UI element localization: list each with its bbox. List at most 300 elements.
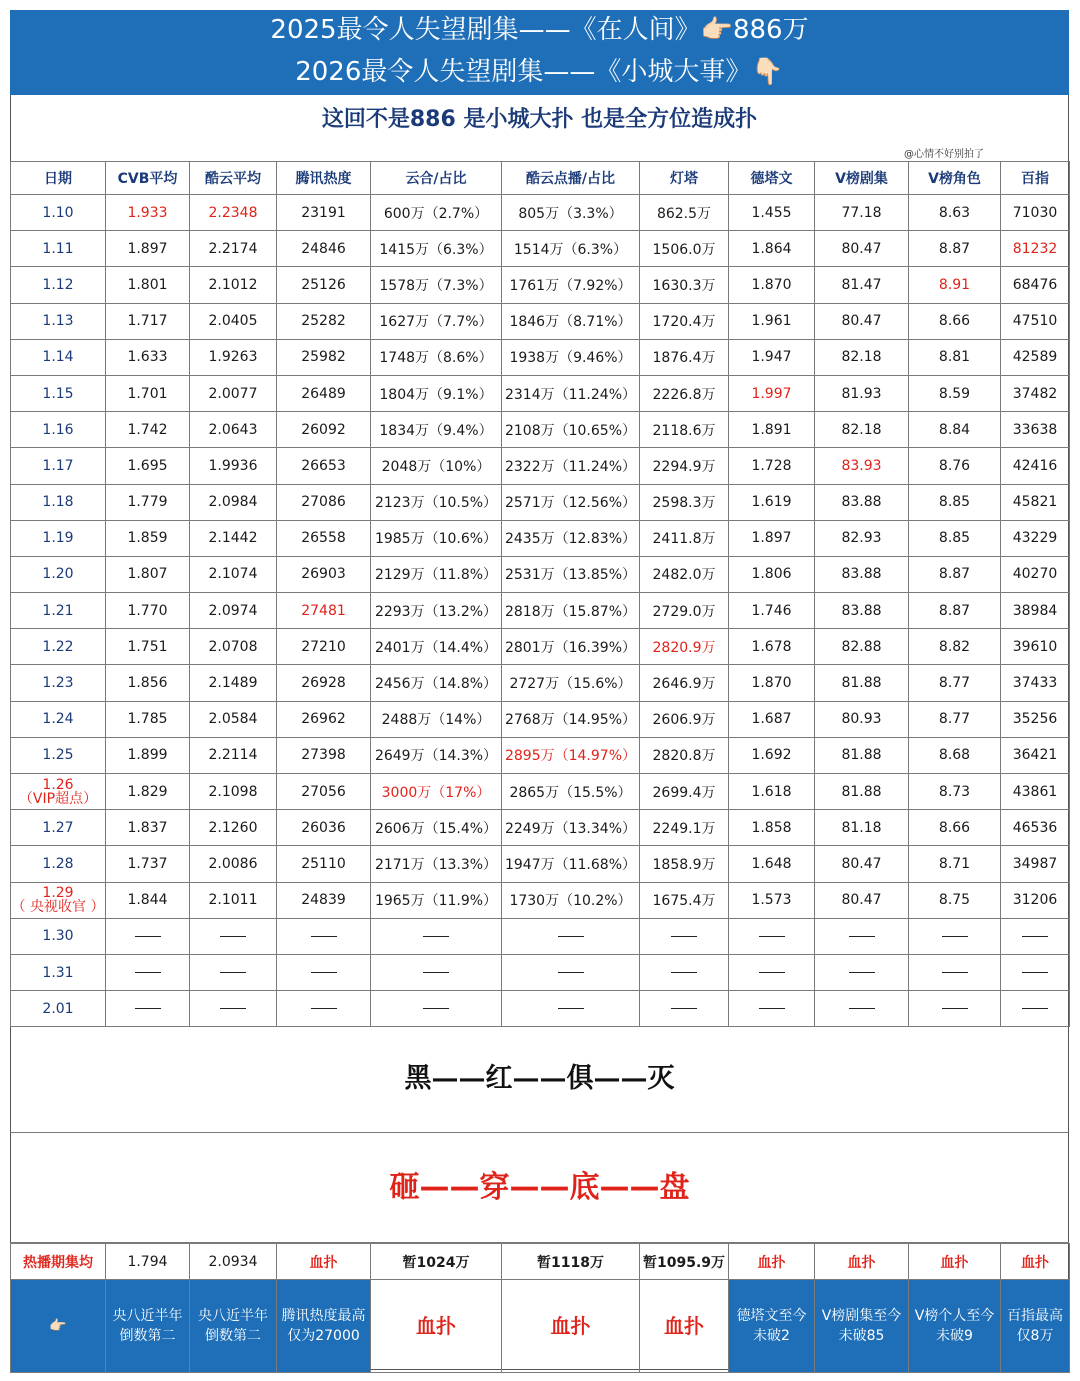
value-cell: 1.997	[729, 375, 815, 411]
value-cell: 37482	[1001, 375, 1070, 411]
date-cell: 1.24	[11, 701, 106, 737]
value-cell: 1.618	[729, 774, 815, 810]
date-cell: 2.01	[11, 991, 106, 1027]
value-cell: 35256	[1001, 701, 1070, 737]
table-row	[11, 303, 1070, 339]
value-cell: 1.785	[106, 701, 190, 737]
empty-dash-cell	[815, 918, 909, 954]
value-cell: 1.9936	[190, 448, 277, 484]
value-cell: 1506.0万	[640, 231, 729, 267]
value-cell: 2123万（10.5%）	[371, 484, 502, 520]
value-cell: 81.88	[815, 665, 909, 701]
value-cell: 8.85	[909, 520, 1001, 556]
table-row	[11, 231, 1070, 267]
value-cell: 2598.3万	[640, 484, 729, 520]
value-cell: 1.9263	[190, 339, 277, 375]
value-cell: 8.71	[909, 846, 1001, 882]
dash-mark	[423, 936, 449, 937]
value-cell: 2606万（15.4%）	[371, 810, 502, 846]
value-cell: 2456万（14.8%）	[371, 665, 502, 701]
value-cell: 68476	[1001, 267, 1070, 303]
date-cell: 1.10	[11, 195, 106, 231]
value-cell: 8.87	[909, 556, 1001, 592]
average-cell: 血扑	[277, 1244, 371, 1280]
value-cell: 40270	[1001, 556, 1070, 592]
value-cell: 2649万（14.3%）	[371, 737, 502, 773]
value-cell: 39610	[1001, 629, 1070, 665]
value-cell: 1630.3万	[640, 267, 729, 303]
date-cell: 1.28	[11, 846, 106, 882]
value-cell: 1.947	[729, 339, 815, 375]
value-cell: 2727万（15.6%）	[502, 665, 640, 701]
date-cell: 1.15	[11, 375, 106, 411]
empty-dash-cell	[1001, 991, 1070, 1027]
value-cell: 2.0984	[190, 484, 277, 520]
dash-mark	[220, 972, 246, 973]
date-cell: 1.20	[11, 556, 106, 592]
value-cell: 8.66	[909, 303, 1001, 339]
value-cell: 2435万（12.83%）	[502, 520, 640, 556]
table-row	[11, 629, 1070, 665]
average-row	[11, 1244, 1070, 1280]
value-cell: 1947万（11.68%）	[502, 846, 640, 882]
value-cell: 1.891	[729, 412, 815, 448]
value-cell: 47510	[1001, 303, 1070, 339]
column-header: 腾讯热度	[277, 162, 371, 195]
column-header: V榜剧集	[815, 162, 909, 195]
value-cell: 8.91	[909, 267, 1001, 303]
value-cell: 82.18	[815, 412, 909, 448]
value-cell: 1.770	[106, 593, 190, 629]
date-cell: 1.31	[11, 954, 106, 990]
value-cell: 8.77	[909, 665, 1001, 701]
value-cell: 1.573	[729, 882, 815, 918]
dash-mark	[135, 936, 161, 937]
value-cell: 1.859	[106, 520, 190, 556]
date-cell: 1.13	[11, 303, 106, 339]
table-row	[11, 882, 1070, 918]
value-cell: 27481	[277, 593, 371, 629]
value-cell: 1.807	[106, 556, 190, 592]
empty-dash-cell	[190, 991, 277, 1027]
slogan-black: 黑——红——俱——灭	[10, 1024, 1069, 1133]
dash-mark	[671, 1008, 697, 1009]
value-cell: 2820.9万	[640, 629, 729, 665]
value-cell: 1748万（8.6%）	[371, 339, 502, 375]
table-row	[11, 556, 1070, 592]
value-cell: 81.47	[815, 267, 909, 303]
value-cell: 8.81	[909, 339, 1001, 375]
dash-mark	[220, 936, 246, 937]
value-cell: 43229	[1001, 520, 1070, 556]
column-header: V榜角色	[909, 162, 1001, 195]
empty-dash-cell	[190, 918, 277, 954]
date-cell: 1.23	[11, 665, 106, 701]
column-header: 日期	[11, 162, 106, 195]
ratings-table	[10, 161, 1070, 1027]
banner-line-1: 2025最令人失望剧集——《在人间》👉🏻886万	[10, 10, 1069, 53]
value-cell: 1761万（7.92%）	[502, 267, 640, 303]
banner-line-2: 2026最令人失望剧集——《小城大事》👇🏻	[10, 52, 1069, 95]
value-cell: 27210	[277, 629, 371, 665]
value-cell: 3000万（17%）	[371, 774, 502, 810]
value-cell: 1.737	[106, 846, 190, 882]
value-cell: 1.858	[729, 810, 815, 846]
date-cell: 1.27	[11, 810, 106, 846]
empty-dash-cell	[1001, 918, 1070, 954]
value-cell: 1.742	[106, 412, 190, 448]
empty-dash-cell	[277, 991, 371, 1027]
value-cell: 24839	[277, 882, 371, 918]
column-header: 酷云点播/占比	[502, 162, 640, 195]
pointing-hand-icon: 👉🏻	[11, 1280, 106, 1373]
note-cell-flop: 血扑	[640, 1280, 729, 1373]
dash-mark	[1022, 936, 1048, 937]
value-cell: 25110	[277, 846, 371, 882]
dash-mark	[423, 1008, 449, 1009]
value-cell: 26489	[277, 375, 371, 411]
value-cell: 26653	[277, 448, 371, 484]
value-cell: 1.801	[106, 267, 190, 303]
note-cell: 德塔文至今 未破2	[729, 1280, 815, 1373]
value-cell: 2294.9万	[640, 448, 729, 484]
value-cell: 71030	[1001, 195, 1070, 231]
value-cell: 2.0643	[190, 412, 277, 448]
value-cell: 2.0077	[190, 375, 277, 411]
value-cell: 2.0405	[190, 303, 277, 339]
value-cell: 8.68	[909, 737, 1001, 773]
value-cell: 2322万（11.24%）	[502, 448, 640, 484]
value-cell: 42416	[1001, 448, 1070, 484]
subtitle: 这回不是886 是小城大扑 也是全方位造成扑	[321, 107, 758, 132]
value-cell: 1.897	[106, 231, 190, 267]
dash-mark	[311, 1008, 337, 1009]
value-cell: 8.87	[909, 593, 1001, 629]
value-cell: 2.0086	[190, 846, 277, 882]
value-cell: 26962	[277, 701, 371, 737]
value-cell: 2.1098	[190, 774, 277, 810]
value-cell: 1.779	[106, 484, 190, 520]
value-cell: 2293万（13.2%）	[371, 593, 502, 629]
dash-mark	[849, 1008, 875, 1009]
empty-dash-cell	[502, 918, 640, 954]
value-cell: 26928	[277, 665, 371, 701]
value-cell: 24846	[277, 231, 371, 267]
value-cell: 1.692	[729, 737, 815, 773]
dash-mark	[1022, 972, 1048, 973]
dash-mark	[942, 972, 968, 973]
value-cell: 8.84	[909, 412, 1001, 448]
value-cell: 81232	[1001, 231, 1070, 267]
dash-mark	[849, 972, 875, 973]
value-cell: 1675.4万	[640, 882, 729, 918]
dash-mark	[311, 936, 337, 937]
value-cell: 8.66	[909, 810, 1001, 846]
value-cell: 2048万（10%）	[371, 448, 502, 484]
value-cell: 1.619	[729, 484, 815, 520]
empty-dash-cell	[371, 991, 502, 1027]
value-cell: 8.59	[909, 375, 1001, 411]
value-cell: 1834万（9.4%）	[371, 412, 502, 448]
value-cell: 1.746	[729, 593, 815, 629]
value-cell: 8.76	[909, 448, 1001, 484]
note-cell: 百指最高 仅8万	[1001, 1280, 1070, 1373]
value-cell: 2.1442	[190, 520, 277, 556]
dash-mark	[135, 1008, 161, 1009]
value-cell: 2571万（12.56%）	[502, 484, 640, 520]
value-cell: 82.93	[815, 520, 909, 556]
value-cell: 37433	[1001, 665, 1070, 701]
value-cell: 80.47	[815, 303, 909, 339]
dash-mark	[558, 936, 584, 937]
value-cell: 1730万（10.2%）	[502, 882, 640, 918]
value-cell: 2.0584	[190, 701, 277, 737]
note-cell: V榜剧集至今 未破85	[815, 1280, 909, 1373]
value-cell: 2108万（10.65%）	[502, 412, 640, 448]
note-cell: 腾讯热度最高 仅为27000	[277, 1280, 371, 1373]
value-cell: 8.75	[909, 882, 1001, 918]
date-cell: 1.17	[11, 448, 106, 484]
note-cell-flop: 血扑	[371, 1280, 502, 1373]
value-cell: 2699.4万	[640, 774, 729, 810]
empty-dash-cell	[277, 954, 371, 990]
value-cell: 2.1012	[190, 267, 277, 303]
date-cell: 1.12	[11, 267, 106, 303]
value-cell: 31206	[1001, 882, 1070, 918]
value-cell: 43861	[1001, 774, 1070, 810]
value-cell: 2531万（13.85%）	[502, 556, 640, 592]
column-header: 灯塔	[640, 162, 729, 195]
empty-dash-cell	[502, 991, 640, 1027]
value-cell: 1415万（6.3%）	[371, 231, 502, 267]
value-cell: 1938万（9.46%）	[502, 339, 640, 375]
value-cell: 1.856	[106, 665, 190, 701]
value-cell: 83.88	[815, 593, 909, 629]
average-label: 热播期集均	[11, 1244, 106, 1280]
value-cell: 805万（3.3%）	[502, 195, 640, 231]
dash-mark	[220, 1008, 246, 1009]
value-cell: 27086	[277, 484, 371, 520]
value-cell: 1.837	[106, 810, 190, 846]
value-cell: 1.695	[106, 448, 190, 484]
average-cell: 血扑	[909, 1244, 1001, 1280]
table-row	[11, 484, 1070, 520]
value-cell: 8.85	[909, 484, 1001, 520]
value-cell: 2865万（15.5%）	[502, 774, 640, 810]
empty-dash-cell	[640, 954, 729, 990]
value-cell: 1720.4万	[640, 303, 729, 339]
value-cell: 1.829	[106, 774, 190, 810]
value-cell: 33638	[1001, 412, 1070, 448]
empty-dash-cell	[502, 954, 640, 990]
empty-dash-cell	[729, 918, 815, 954]
value-cell: 1.648	[729, 846, 815, 882]
value-cell: 25982	[277, 339, 371, 375]
value-cell: 2.0708	[190, 629, 277, 665]
average-cell: 1.794	[106, 1244, 190, 1280]
column-header: 酷云平均	[190, 162, 277, 195]
date-cell: 1.14	[11, 339, 106, 375]
table-row	[11, 339, 1070, 375]
dash-mark	[135, 972, 161, 973]
value-cell: 1.728	[729, 448, 815, 484]
date-cell: 1.16	[11, 412, 106, 448]
value-cell: 1804万（9.1%）	[371, 375, 502, 411]
value-cell: 81.88	[815, 774, 909, 810]
value-cell: 27056	[277, 774, 371, 810]
watermark-credit: @心情不好别拍了	[904, 149, 984, 160]
value-cell: 2314万（11.24%）	[502, 375, 640, 411]
date-cell: 1.19	[11, 520, 106, 556]
empty-dash-cell	[371, 954, 502, 990]
value-cell: 80.47	[815, 231, 909, 267]
value-cell: 2.0974	[190, 593, 277, 629]
dash-mark	[759, 936, 785, 937]
table-header-row	[11, 162, 1070, 195]
value-cell: 1858.9万	[640, 846, 729, 882]
value-cell: 1985万（10.6%）	[371, 520, 502, 556]
value-cell: 26558	[277, 520, 371, 556]
dash-mark	[942, 936, 968, 937]
value-cell: 1.844	[106, 882, 190, 918]
value-cell: 8.82	[909, 629, 1001, 665]
value-cell: 81.18	[815, 810, 909, 846]
value-cell: 1.701	[106, 375, 190, 411]
date-cell: 1.30	[11, 918, 106, 954]
value-cell: 2801万（16.39%）	[502, 629, 640, 665]
value-cell: 82.88	[815, 629, 909, 665]
value-cell: 80.93	[815, 701, 909, 737]
table-row-empty	[11, 918, 1070, 954]
value-cell: 36421	[1001, 737, 1070, 773]
value-cell: 1876.4万	[640, 339, 729, 375]
value-cell: 1.455	[729, 195, 815, 231]
value-cell: 2.1260	[190, 810, 277, 846]
date-cell: 1.26 （VIP超点）	[11, 774, 106, 810]
value-cell: 1.870	[729, 267, 815, 303]
empty-dash-cell	[277, 918, 371, 954]
table-row-empty	[11, 954, 1070, 990]
table-row	[11, 520, 1070, 556]
value-cell: 2171万（13.3%）	[371, 846, 502, 882]
table-row-empty	[11, 991, 1070, 1027]
value-cell: 80.47	[815, 882, 909, 918]
value-cell: 46536	[1001, 810, 1070, 846]
empty-dash-cell	[106, 918, 190, 954]
dash-mark	[759, 972, 785, 973]
value-cell: 2606.9万	[640, 701, 729, 737]
empty-dash-cell	[729, 991, 815, 1027]
value-cell: 1.864	[729, 231, 815, 267]
slogan-red: 砸——穿——底——盘	[10, 1133, 1069, 1243]
value-cell: 38984	[1001, 593, 1070, 629]
value-cell: 1.897	[729, 520, 815, 556]
average-cell: 血扑	[1001, 1244, 1070, 1280]
table-row	[11, 701, 1070, 737]
value-cell: 2.2348	[190, 195, 277, 231]
value-cell: 600万（2.7%）	[371, 195, 502, 231]
value-cell: 26903	[277, 556, 371, 592]
value-cell: 2482.0万	[640, 556, 729, 592]
summary-table	[10, 1243, 1070, 1373]
value-cell: 77.18	[815, 195, 909, 231]
dash-mark	[423, 972, 449, 973]
value-cell: 2411.8万	[640, 520, 729, 556]
empty-dash-cell	[106, 954, 190, 990]
value-cell: 34987	[1001, 846, 1070, 882]
value-cell: 1.870	[729, 665, 815, 701]
date-cell: 1.25	[11, 737, 106, 773]
table-row	[11, 448, 1070, 484]
dash-mark	[671, 936, 697, 937]
value-cell: 27398	[277, 737, 371, 773]
value-cell: 82.18	[815, 339, 909, 375]
average-cell: 2.0934	[190, 1244, 277, 1280]
average-cell: 血扑	[815, 1244, 909, 1280]
value-cell: 1578万（7.3%）	[371, 267, 502, 303]
note-cell: V榜个人至今 未破9	[909, 1280, 1001, 1373]
value-cell: 1.717	[106, 303, 190, 339]
value-cell: 83.88	[815, 484, 909, 520]
value-cell: 1.687	[729, 701, 815, 737]
value-cell: 2.1489	[190, 665, 277, 701]
note-cell: 央八近半年 倒数第二	[190, 1280, 277, 1373]
empty-dash-cell	[909, 991, 1001, 1027]
value-cell: 8.77	[909, 701, 1001, 737]
average-cell: 暂1024万	[371, 1244, 502, 1280]
empty-dash-cell	[371, 918, 502, 954]
date-cell: 1.11	[11, 231, 106, 267]
average-cell: 暂1095.9万	[640, 1244, 729, 1280]
value-cell: 1965万（11.9%）	[371, 882, 502, 918]
dash-mark	[849, 936, 875, 937]
value-cell: 2129万（11.8%）	[371, 556, 502, 592]
value-cell: 1.933	[106, 195, 190, 231]
value-cell: 2401万（14.4%）	[371, 629, 502, 665]
column-header: 云合/占比	[371, 162, 502, 195]
empty-dash-cell	[909, 918, 1001, 954]
date-cell: 1.22	[11, 629, 106, 665]
empty-dash-cell	[106, 991, 190, 1027]
table-row	[11, 593, 1070, 629]
table-row	[11, 412, 1070, 448]
value-cell: 80.47	[815, 846, 909, 882]
value-cell: 26036	[277, 810, 371, 846]
table-row	[11, 375, 1070, 411]
value-cell: 83.88	[815, 556, 909, 592]
empty-dash-cell	[729, 954, 815, 990]
value-cell: 45821	[1001, 484, 1070, 520]
table-row	[11, 737, 1070, 773]
value-cell: 8.87	[909, 231, 1001, 267]
value-cell: 2820.8万	[640, 737, 729, 773]
value-cell: 2646.9万	[640, 665, 729, 701]
value-cell: 2729.0万	[640, 593, 729, 629]
value-cell: 1846万（8.71%）	[502, 303, 640, 339]
dash-mark	[671, 972, 697, 973]
value-cell: 2118.6万	[640, 412, 729, 448]
note-cell-flop: 血扑	[502, 1280, 640, 1373]
note-cell: 央八近半年 倒数第二	[106, 1280, 190, 1373]
dash-mark	[942, 1008, 968, 1009]
value-cell: 81.93	[815, 375, 909, 411]
empty-dash-cell	[815, 991, 909, 1027]
column-header: 德塔文	[729, 162, 815, 195]
value-cell: 2768万（14.95%）	[502, 701, 640, 737]
value-cell: 25282	[277, 303, 371, 339]
value-cell: 1.961	[729, 303, 815, 339]
empty-dash-cell	[640, 918, 729, 954]
